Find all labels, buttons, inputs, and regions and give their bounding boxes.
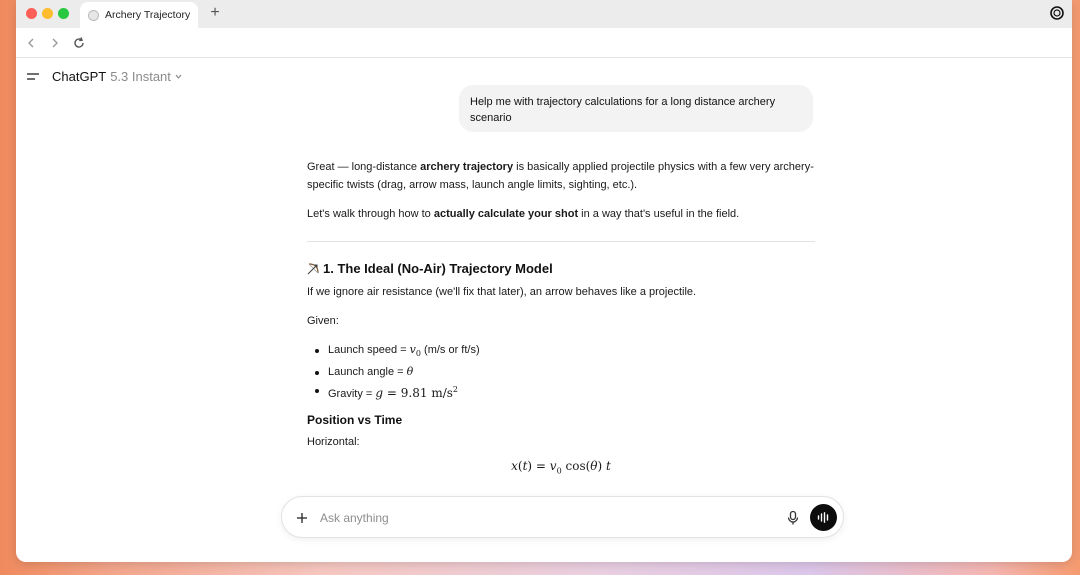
tab-bar	[16, 0, 1072, 28]
subsection-heading: Position vs Time	[307, 413, 403, 428]
reload-icon[interactable]	[72, 36, 86, 50]
walkthrough-text-2: in a way that's useful in the field.	[578, 208, 740, 220]
navigation-bar	[16, 28, 1072, 58]
section-intro: If we ignore air resistance (we'll fix that later), an arrow behaves like a projectile.	[307, 286, 697, 298]
browser-window	[16, 0, 1072, 562]
model-name: ChatGPT	[52, 69, 107, 84]
voice-mode-button[interactable]	[810, 504, 837, 531]
angle-label: Launch angle =	[328, 366, 407, 379]
favicon-icon	[88, 10, 99, 21]
sidebar-menu-icon[interactable]	[26, 71, 40, 83]
forward-arrow-icon[interactable]	[48, 36, 62, 50]
gravity-formula: g = 9.81 $m/s^2$	[375, 385, 458, 401]
voice-waveform-icon	[817, 512, 830, 523]
maximize-window-button[interactable]	[58, 8, 69, 19]
horizontal-label: Horizontal:	[307, 436, 360, 449]
model-version: 5.3 Instant	[110, 69, 171, 84]
new-tab-button[interactable]: +	[210, 4, 220, 21]
angle-symbol: θ	[406, 365, 414, 379]
tab-archery-trajectory[interactable]	[80, 2, 198, 28]
given-label: Given:	[307, 315, 339, 327]
section-title: 1. The Ideal (No-Air) Trajectory Model	[323, 261, 553, 276]
intro-text-2: is basically applied projectile physics with a few very archery-specific twists (drag, arrow mass, launch angle limits, sighting, etc.).	[307, 161, 814, 191]
section-heading	[307, 261, 815, 276]
section-divider	[307, 241, 815, 242]
chevron-down-icon	[174, 72, 183, 81]
close-window-button[interactable]	[26, 8, 37, 19]
walkthrough-text-1: Let's walk through how to	[307, 208, 434, 220]
speed-label: Launch speed =	[328, 344, 410, 356]
gravity-label: Gravity =	[328, 388, 376, 401]
ask-input[interactable]	[320, 507, 770, 529]
openai-logo-icon[interactable]	[1050, 6, 1064, 20]
message-composer	[281, 496, 844, 538]
assistant-response	[307, 158, 815, 476]
intro-paragraph	[307, 158, 815, 194]
horizontal-equation: $x(t) = v_0$ cos(θ) t	[511, 459, 611, 476]
tab-title: Archery Trajectory	[105, 9, 191, 21]
intro-text-1: Great — long-distance	[307, 161, 421, 173]
gravity-unit: m/s	[431, 386, 453, 401]
list-item	[307, 341, 815, 363]
walkthrough-bold: actually calculate your shot	[433, 208, 579, 220]
plus-icon[interactable]	[295, 511, 309, 525]
speed-symbol: $v_0$	[409, 343, 421, 359]
user-message-bubble: Help me with trajectory calculations for a long distance archery scenario	[459, 85, 813, 132]
speed-unit: (m/s or ft/s)	[420, 344, 480, 356]
given-list	[307, 341, 815, 403]
walkthrough-paragraph	[307, 205, 815, 223]
bow-and-arrow-icon	[307, 262, 320, 275]
minimize-window-button[interactable]	[42, 8, 53, 19]
intro-bold-1: archery trajectory	[420, 161, 514, 173]
microphone-icon[interactable]	[786, 510, 800, 526]
model-selector[interactable]	[52, 69, 183, 84]
list-item	[307, 363, 815, 381]
back-arrow-icon[interactable]	[24, 36, 38, 50]
list-item	[307, 381, 815, 403]
gravity-value: 9.81	[400, 386, 428, 401]
